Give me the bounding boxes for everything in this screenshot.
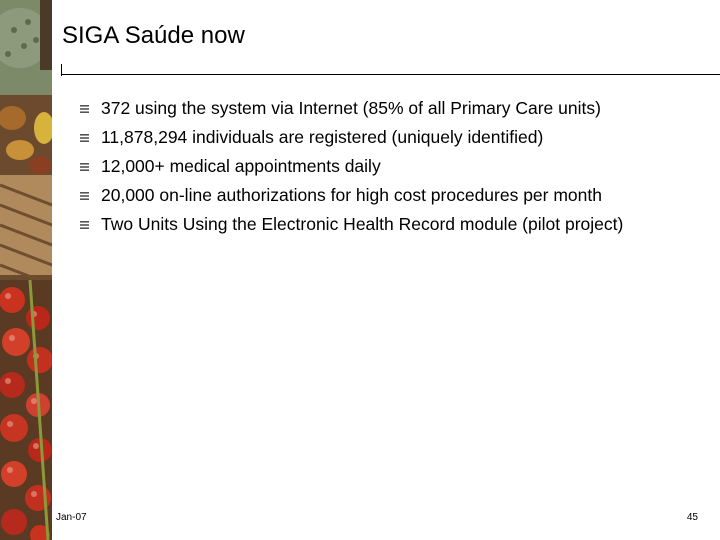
bullet-item [80,181,623,210]
side-photo-fruit-market [0,0,52,540]
list-bullet-icon [80,134,101,142]
bullet-text: 20,000 on-line authorizations for high cost procedures per month [101,185,602,205]
bullet-text: 12,000+ medical appointments daily [101,156,381,176]
bullet-item [80,123,623,152]
page-number: 45 [686,512,698,523]
bullet-item [80,94,623,123]
bullet-text: Two Units Using the Electronic Health Record module (pilot project) [101,214,624,234]
bullet-item [80,210,623,239]
list-bullet-icon [80,221,101,229]
bullet-text: 372 using the system via Internet (85% of all Primary Care units) [101,98,601,118]
fruit-market-image [0,0,52,540]
slide-title: SIGA Saúde now [62,22,245,49]
list-bullet-icon [80,192,101,200]
list-bullet-icon [80,163,101,171]
bullet-item [80,152,623,181]
bullet-list [80,94,623,239]
footer-date: Jan-07 [56,512,87,523]
bullet-text: 11,878,294 individuals are registered (uniquely identified) [101,127,544,147]
list-bullet-icon [80,105,101,113]
title-underline [62,74,720,75]
